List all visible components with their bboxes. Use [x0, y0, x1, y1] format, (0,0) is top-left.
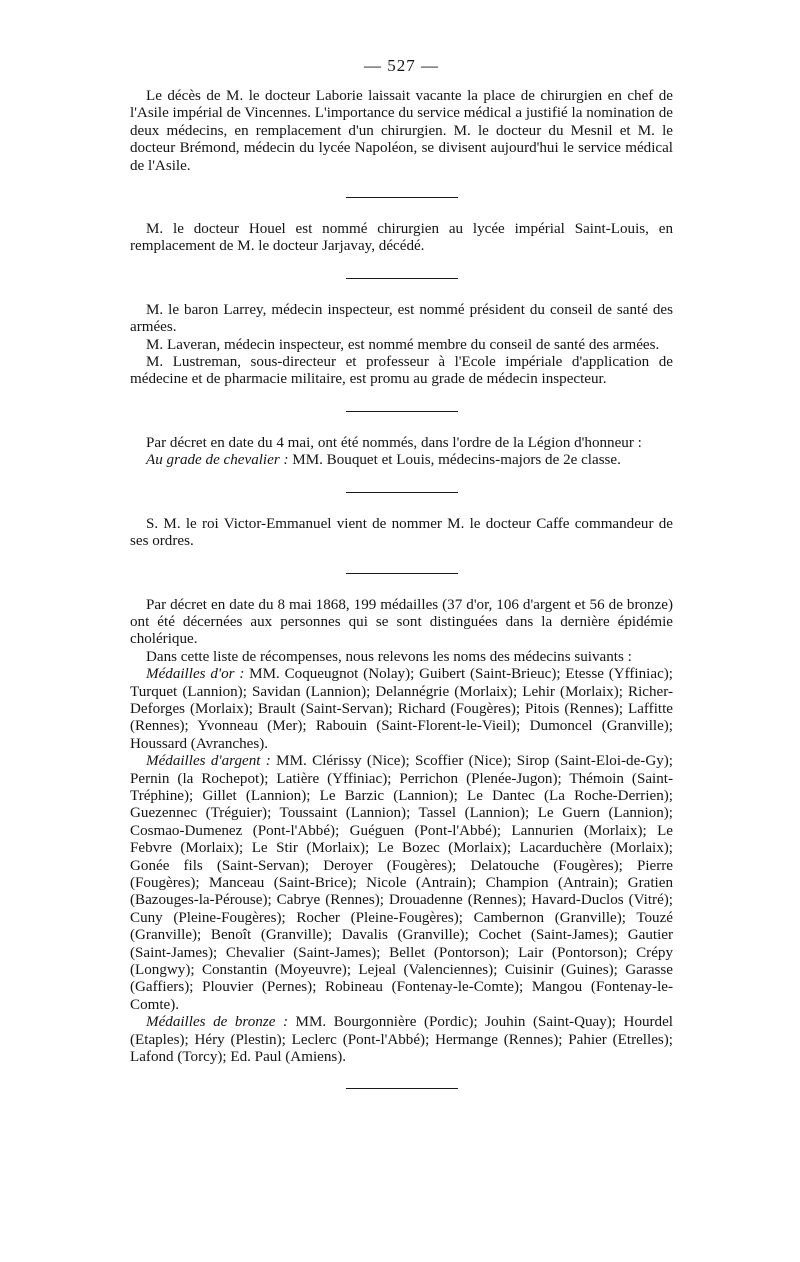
- bronze-label: Médailles de bronze :: [146, 1014, 288, 1031]
- silver-list: MM. Clérissy (Nice); Scoffier (Nice); Sirop (Saint-Eloi-de-Gy); Pernin (la Rochepot); Latière (Yffiniac); Perrichon (Plenée-Jugon); Thémoin (Saint-Tréphine); Gillet (Lannion); Le Barzic (Lannion); Le Dantec (La Roche-Derrien); Guezennec (Tréguier); Toussaint (Lannion); Tassel (Lannion); Le Guern (Lannion); Cosmao-Dumenez (Pont-l'Abbé); Guéguen (Pont-l'Abbé); Lannurien (Morlaix); Le Febvre (Morlaix); Le Stir (Morlaix); Le Bozec (Morlaix); Lacarduchère (Morlaix); Gonée fils (Saint-Servan); Deroyer (Fougères); Delatouche (Fougères); Pierre (Fougères); Manceau (Saint-Brice); Nicole (Antrain); Champion (Antrain); Gratien (Bazouges-la-Pérouse); Cabrye (Rennes); Drouadenne (Rennes); Havard-Duclos (Vitré); Cuny (Pleine-Fougères); Rocher (Pleine-Fougères); Cambernon (Granville); Touzé (Granville); Benoît (Granville); Davalis (Granville); Cochet (Saint-James); Gautier (Saint-James); Chevalier (Saint-James); Bellet (Pontorson); Lair (Pontorson); Crépy (Longwy); Constantin (Moyeuvre); Lejeal (Valenciennes); Cuisinir (Guines); Garasse (Gaffiers); Plouvier (Pernes); Robineau (Fontenay-le-Comte); Mangou (Fontenay-le-Comte).: [130, 753, 673, 1013]
- chevalier-text: MM. Bouquet et Louis, médecins-majors de 2e classe.: [288, 452, 621, 469]
- notice-medailles-intro: Dans cette liste de récompenses, nous relevons les noms des médecins suivants :: [146, 648, 632, 665]
- notice-lustreman: M. Lustreman, sous-directeur et professeur à l'Ecole impériale d'application de médecine et de pharmacie militaire, est promu au grade de médecin inspecteur.: [130, 354, 673, 388]
- page-number: — 527 —: [364, 56, 439, 75]
- notice-laveran: M. Laveran, médecin inspecteur, est nommé membre du conseil de santé des armées.: [146, 336, 660, 353]
- notice-houel: M. le docteur Houel est nommé chirurgien au lycée impérial Saint-Louis, en remplacement de M. le docteur Jarjavay, décédé.: [130, 221, 673, 255]
- chevalier-label: Au grade de chevalier :: [146, 452, 289, 469]
- notice-larrey: M. le baron Larrey, médecin inspecteur, est nommé président du conseil de santé des armées.: [130, 301, 673, 336]
- notice-chevalier: [130, 452, 673, 469]
- gold-list: MM. Coqueugnot (Nolay); Guibert (Saint-Brieuc); Etesse (Yffiniac); Turquet (Lannion); Savidan (Lannion); Delannégrie (Morlaix); Lehir (Morlaix); Richer-Deforges (Morlaix); Brault (Saint-Servan); Richard (Fougères); Pitois (Rennes); Laffitte (Rennes); Yvonneau (Mer); Rabouin (Saint-Florent-le-Vieil); Dumoncel (Granville); Houssard (Avranches).: [130, 666, 673, 752]
- silver-label: Médailles d'argent :: [146, 753, 271, 770]
- bronze-list: MM. Bourgonnière (Pordic); Jouhin (Saint-Quay); Hourdel (Etaples); Héry (Plestin); Leclerc (Pont-l'Abbé); Hermange (Rennes); Pahier (Etrelles); Lafond (Torcy); Ed. Paul (Amiens).: [130, 1014, 673, 1066]
- notice-legion-honneur: Par décret en date du 4 mai, ont été nommés, dans l'ordre de la Légion d'honneur :: [146, 434, 642, 451]
- gold-medals: [130, 666, 673, 753]
- notice-caffe: S. M. le roi Victor-Emmanuel vient de nommer M. le docteur Caffe commandeur de ses ordres.: [130, 515, 673, 550]
- notice-vincennes: Le décès de M. le docteur Laborie laissait vacante la place de chirurgien en chef de l'Asile impérial de Vincennes. L'importance du service médical a justifié la nomination de deux médecins, en remplacement d'un chirurgien. M. le docteur du Mesnil et M. le docteur Brémond, médecin du lycée Napoléon, se divisent aujourd'hui le service médical de l'Asile.: [130, 88, 673, 174]
- document-page: [130, 56, 673, 1089]
- silver-medals: [130, 753, 673, 1014]
- gold-label: Médailles d'or :: [146, 666, 245, 683]
- bronze-medals: [130, 1014, 673, 1066]
- section-divider: [346, 1088, 458, 1089]
- notice-medailles-decret: Par décret en date du 8 mai 1868, 199 médailles (37 d'or, 106 d'argent et 56 de bronze) ont été décernées aux personnes qui se sont distinguées dans la dernière épidémie cholérique.: [130, 596, 673, 648]
